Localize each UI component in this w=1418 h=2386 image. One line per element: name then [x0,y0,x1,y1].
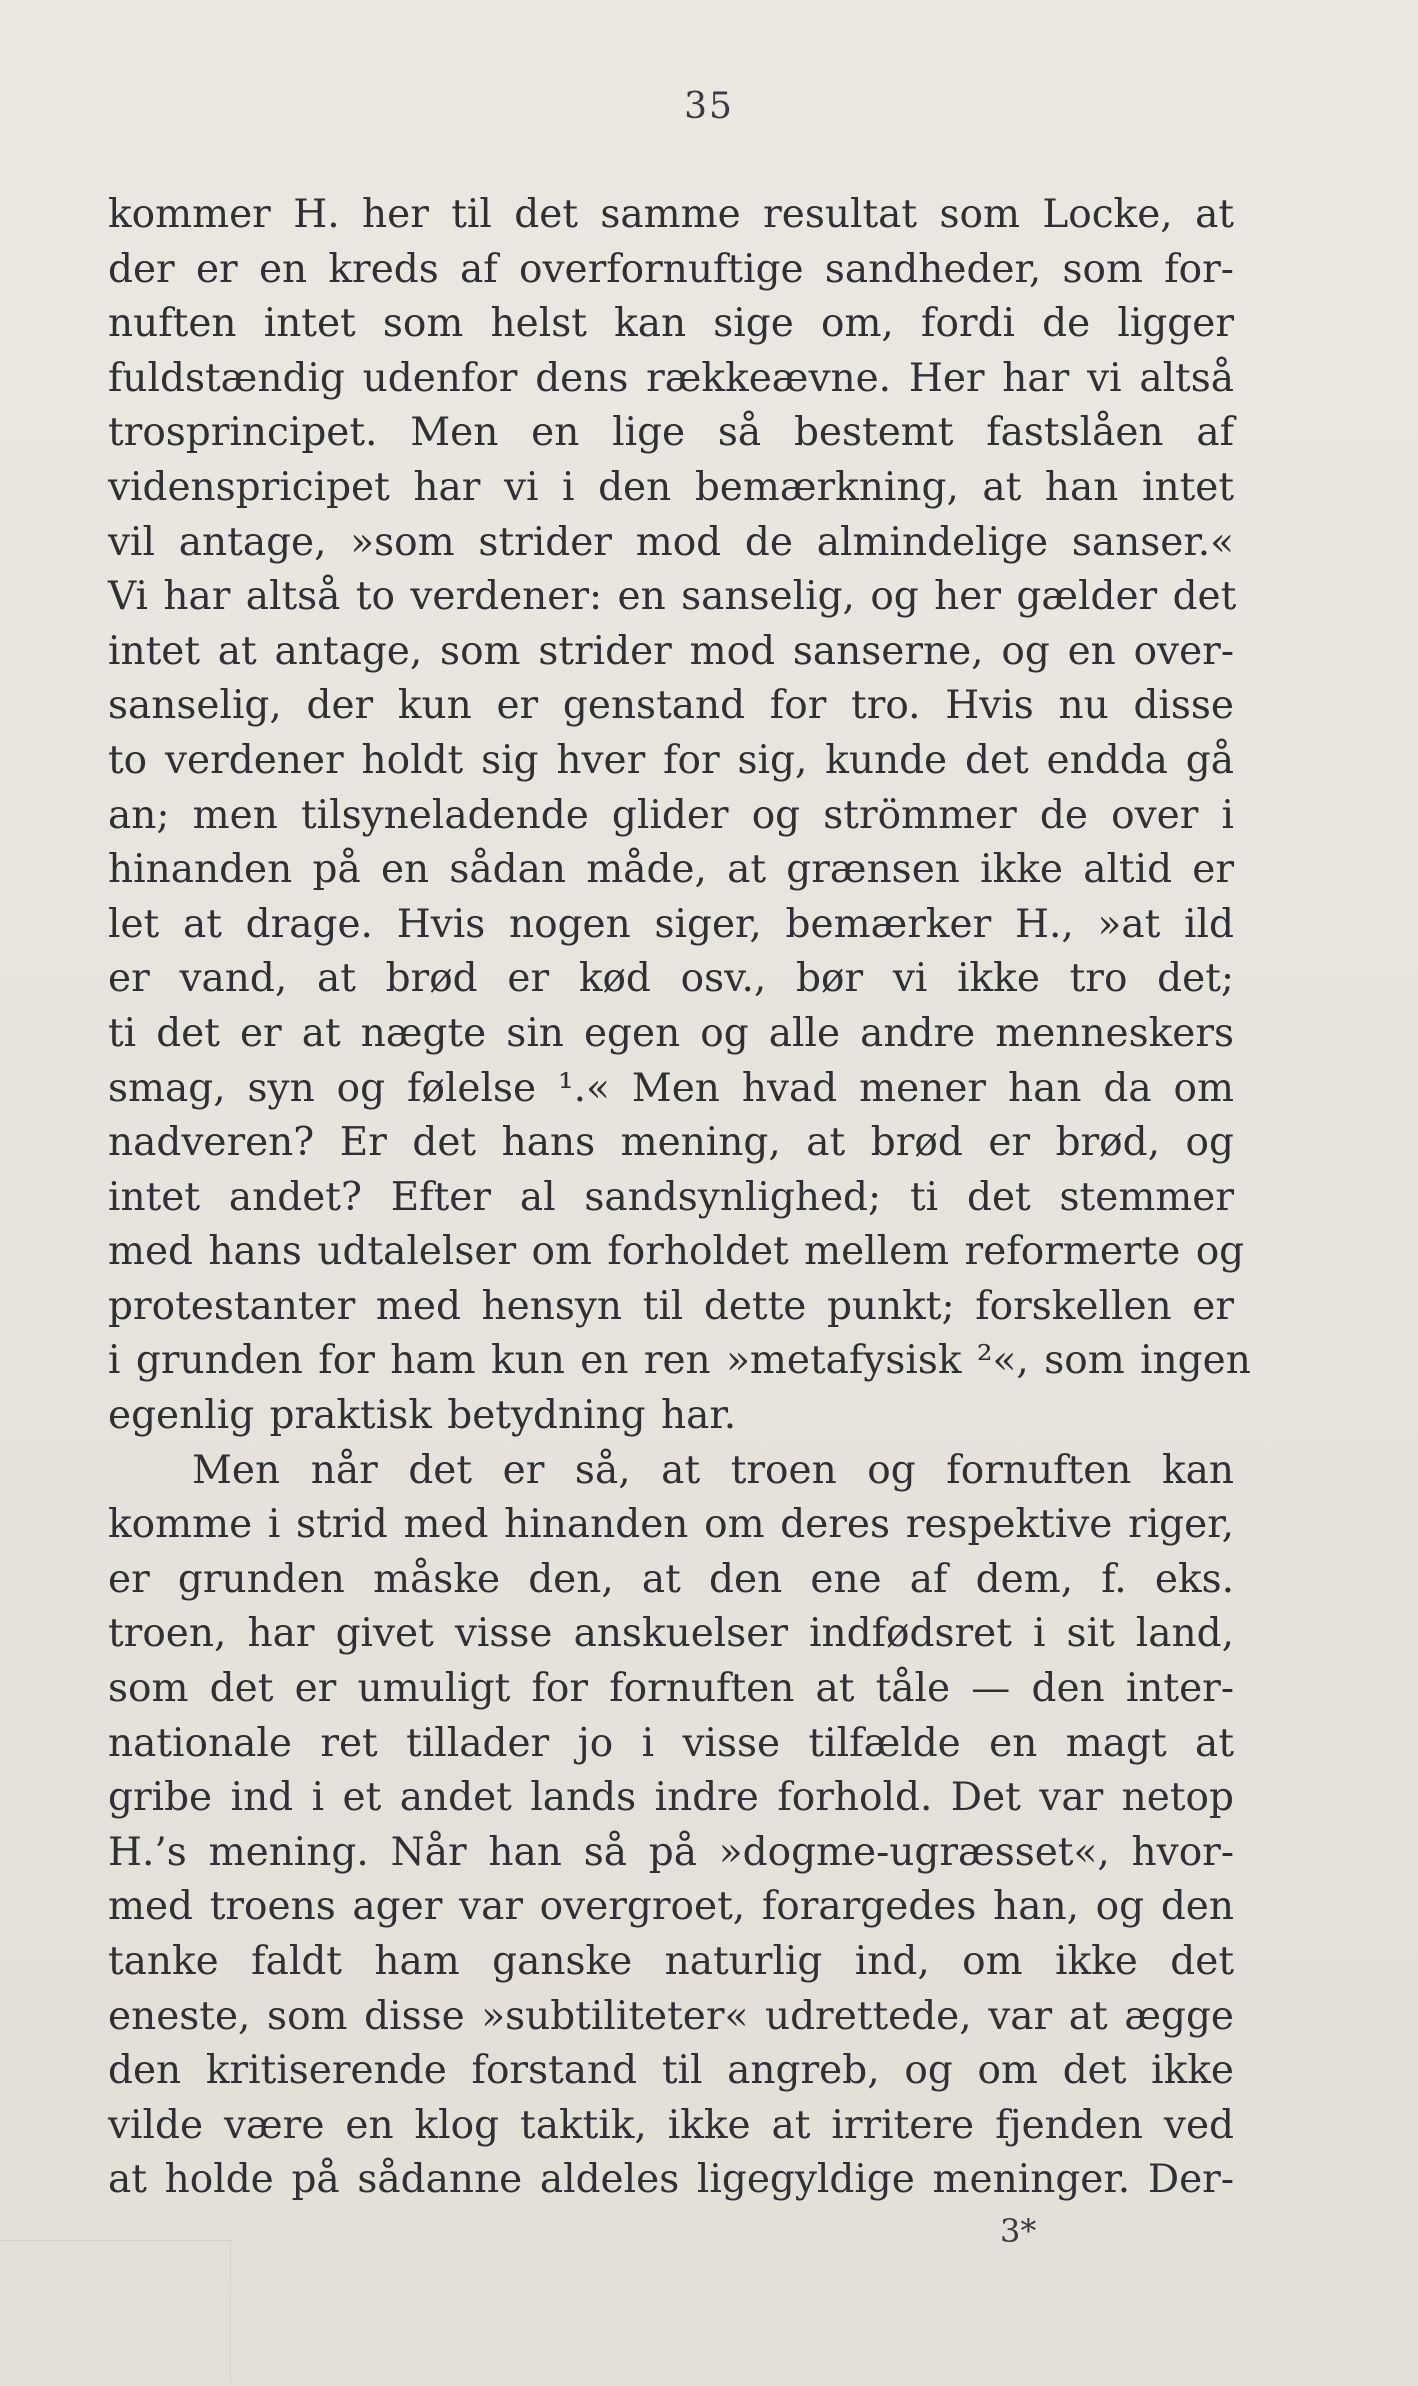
text-line: protestanter med hensyn til dette punkt; forskellen er [108,1283,1234,1329]
text-line: den kritiserende forstand til angreb, og om det ikke [108,2048,1234,2094]
signature-mark: 3* [1000,2212,1037,2250]
text-line: smag, syn og følelse ¹.« Men hvad mener han da om [108,1065,1234,1111]
text-line: som det er umuligt for fornuften at tåle — den inter- [108,1666,1234,1712]
text-line: videnspricipet har vi i den bemærkning, at han intet [108,464,1234,510]
text-line: fuldstændig udenfor dens rækkeævne. Her har vi altså [108,355,1234,401]
text-line-paragraph-start: Men når det er så, at troen og fornuften kan [192,1447,1234,1493]
text-line: nadveren? Er det hans mening, at brød er brød, og [108,1120,1234,1166]
page-number: 35 [684,86,734,127]
text-line: an; men tilsyneladende glider og strömmer de over i [108,792,1234,838]
text-line: med troens ager var overgroet, forargedes han, og den [108,1884,1234,1930]
text-line: med hans udtalelser om forholdet mellem reformerte og [108,1229,1245,1275]
text-line: i grunden for ham kun en ren »metafysisk ²«, som ingen [108,1338,1251,1384]
text-line: vil antage, »som strider mod de almindelige sanser.« [108,519,1234,565]
text-line: gribe ind i et andet lands indre forhold. Det var netop [108,1775,1234,1821]
text-line: tanke faldt ham ganske naturlig ind, om ikke det [108,1939,1234,1984]
text-line: vilde være en klog taktik, ikke at irritere fjenden ved [108,2102,1234,2148]
text-line: at holde på sådanne aldeles ligegyldige meninger. Der- [108,2157,1234,2203]
text-line: er vand, at brød er kød osv., bør vi ikke tro det; [108,956,1234,1002]
text-line: nuften intet som helst kan sige om, fordi de ligger [108,301,1234,347]
text-line: trosprincipet. Men en lige så bestemt fastslåen af [108,410,1234,456]
text-line: ti det er at nægte sin egen og alle andre menneskers [108,1010,1234,1056]
text-line: intet andet? Efter al sandsynlighed; ti det stemmer [108,1174,1234,1220]
text-line-paragraph-end: egenlig praktisk betydning har. [108,1393,737,1439]
text-line: H.’s mening. Når han så på »dogme-ugræsset«, hvor- [108,1829,1234,1875]
text-line: Vi har altså to verdener: en sanselig, og her gælder det [108,574,1237,620]
body-text [108,188,1251,2208]
text-line: der er en kreds af overfornuftige sandheder, som for- [108,246,1234,292]
text-line: intet at antage, som strider mod sanserne, og en over- [108,628,1234,674]
page-edge-shadow [0,2240,231,2381]
text-line: kommer H. her til det samme resultat som Locke, at [108,192,1234,237]
text-line: nationale ret tillader jo i visse tilfælde en magt at [108,1720,1234,1766]
text-line: to verdener holdt sig hver for sig, kunde det endda gå [108,737,1234,783]
text-line: hinanden på en sådan måde, at grænsen ikke altid er [108,847,1234,893]
text-line: sanselig, der kun er genstand for tro. Hvis nu disse [108,683,1234,729]
text-line: er grunden måske den, at den ene af dem, f. eks. [108,1556,1234,1602]
text-line: komme i strid med hinanden om deres respektive riger, [108,1502,1234,1548]
text-line: troen, har givet visse anskuelser indfødsret i sit land, [108,1611,1234,1657]
text-line: eneste, som disse »subtiliteter« udrettede, var at ægge [108,1993,1234,2039]
text-line: let at drage. Hvis nogen siger, bemærker H., »at ild [108,901,1234,947]
